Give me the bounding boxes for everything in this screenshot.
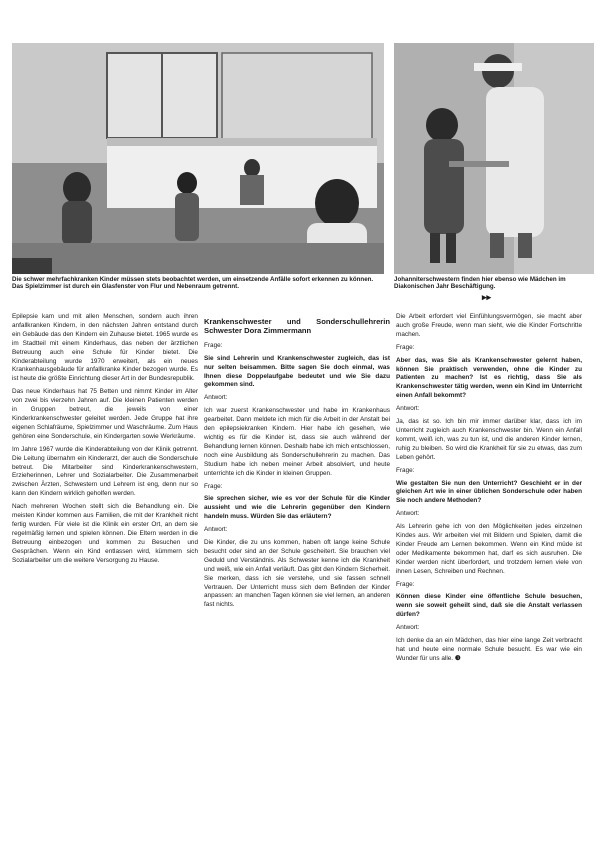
- answer-label: Antwort:: [396, 405, 420, 413]
- interview-answer-text: Ich denke da an ein Mädchen, das hier eine lange Zeit verbracht hat und heute eine normale Schule besucht. Es war wie ein Wunder für uns alle.: [396, 637, 582, 662]
- article-column-1: [12, 313, 198, 853]
- interview-answer: Die Arbeit erfordert viel Einfühlungsvermögen, sie macht aber auch große Freude, wenn man sieht, wie die Kinder Fortschritte machen.: [396, 313, 582, 338]
- photo-caption-right: Johanniterschwestern finden hier ebenso wie Mädchen im Diakonischen Jahr Beschäftigung.: [394, 276, 566, 291]
- article-end-mark-icon: ❸: [454, 654, 461, 662]
- interview-question: Können diese Kinder eine öffentliche Schule besuchen, wenn sie soweit geheilt sind, daß sie die Anstalt verlassen dürfen?: [396, 593, 582, 619]
- photo-children-playroom: [12, 43, 384, 274]
- question-label: Frage:: [396, 466, 415, 474]
- question-label: Frage:: [204, 482, 223, 490]
- interview-question: Aber das, was Sie als Krankenschwester gelernt haben, können Sie praktisch verwenden, ohne die Kinder zu Patienten zu machen? Ist es richtig, dass Sie als Krankenschwester tätig werden, wenn ein Kind im Unterricht einen Anfall bekommt?: [396, 356, 582, 400]
- interview-answer: Ja, das ist so. Ich bin mir immer darüber klar, dass ich im Unterricht zugleich auch Krankenschwester bin. Wenn ein Anfall kommt, weiß ich, was zu tun ist, und die anderen Kinder lernen, ruhig zu bleiben. So wird die Krankheit für sie zu etwas, das zum Leben gehört.: [396, 418, 582, 461]
- interview-answer: Die Kinder, die zu uns kommen, haben oft lange keine Schule besucht oder sind an der Schule gescheitert. Sie brauchen viel Geduld und Verständnis. Als Schwester kenne ich die Krankheit und weiß, wie ein Anfall verläuft. Das gibt den Kindern Sicherheit. Sie merken, dass ich sie verstehe, und sie fassen schnell Vertrauen. Der Unterricht muss sich dem Befinden der Kinder anpassen: an manchen Tagen können sie viel lernen, an anderen fast nichts.: [204, 539, 390, 609]
- answer-label: Antwort:: [396, 510, 420, 518]
- interview-answer: [396, 637, 582, 664]
- question-label: Frage:: [204, 341, 223, 349]
- interview-answer: Als Lehrerin gehe ich von den Möglichkeiten jedes einzelnen Kindes aus. Wir arbeiten viel mit Bildern und Spielen, damit die Kinder Freude am Lernen bekommen. Wenn ein Kind müde ist oder Medikamente bekommen hat, darf es sich ausruhen. Die Kinder werden nicht überfordert, und trotzdem lernen viele von ihnen Lesen, Schreiben und Rechnen.: [396, 523, 582, 575]
- article-column-2: [204, 313, 390, 853]
- interview-question: Wie gestalten Sie nun den Unterricht? Geschieht er in der gleichen Art wie in einer üblichen Sonderschule oder haben Sie noch andere Methoden?: [396, 479, 582, 505]
- interview-question: Sie sprechen sicher, wie es vor der Schule für die Kinder aussieht und wie die Lehrerin gegenüber den Kindern handeln muss. Würden Sie das erläutern?: [204, 495, 390, 521]
- article-column-3: [396, 313, 582, 853]
- interview-heading: Krankenschwester und Sonderschullehrerin Schwester Dora Zimmermann: [204, 317, 390, 336]
- body-paragraph: Epilepsie kam und mit allen Menschen, sondern auch ihren anfallkranken Kindern, in den nächsten Jahren entstand durch ein Gebäude das den Kindern ein Zuhause bietet. 1965 wurde es im Stadtteil mit einem Kinderhaus, das neben der ärztlichen Betreuung auch eine Schule für Kinder bietet. Die Kinderabteilung wurde 1970 erweitert, als ein neues Krankenhausgebäude für anfallkranke Kinder bezogen wurde. Es ist heute die größte Einrichtung dieser Art in der Bundesrepublik.: [12, 313, 198, 383]
- answer-label: Antwort:: [204, 526, 228, 534]
- question-label: Frage:: [396, 580, 415, 588]
- interview-answer: Ich war zuerst Krankenschwester und habe im Krankenhaus gearbeitet. Dann meldete ich mich für die Arbeit in der Anstalt bei den epilepsiekranken Kindern. Hier habe ich gesehen, wie wichtig es für die Kinder ist, dass sie auch während der Behandlung lernen können. Deshalb habe ich mich entschlossen, noch eine Ausbildung als Sonderschullehrerin zu machen. Das Studium habe ich neben meiner Arbeit absolviert, und heute unterrichte ich die Kinder in kleinen Gruppen.: [204, 407, 390, 477]
- continuation-arrow-icon: ▸▸: [482, 292, 492, 302]
- photo-caption-left: Die schwer mehrfachkranken Kinder müssen stets beobachtet werden, um einsetzende Anfälle sofort erkennen zu können. Das Spielzimmer ist durch ein Glasfenster von Flur und Nebenraum getrennt.: [12, 276, 374, 291]
- question-label: Frage:: [396, 343, 415, 351]
- answer-label: Antwort:: [396, 624, 420, 632]
- body-paragraph: Nach mehreren Wochen stellt sich die Behandlung ein. Die meisten Kinder kommen aus Familien, die mit der Krankheit nicht fertig wurden. Für viele ist die Klinik ein erster Ort, an dem sie regelmäßig lernen und spielen können. Die Eltern werden in die Betreuung einbezogen und kommen zu Besuchen und Gesprächen. Wenn ein Kind entlassen wird, kümmern sich Sozialarbeiter um die weitere Versorgung zu Hause.: [12, 503, 198, 564]
- photo-nurse-with-child: [394, 43, 594, 274]
- interview-question: Sie sind Lehrerin und Krankenschwester zugleich, das ist nur selten beisammen. Bitte sagen Sie doch einmal, was Ihnen diese Doppelaufgabe bedeutet und wie Sie dazu gekommen sind.: [204, 354, 390, 389]
- body-paragraph: Das neue Kinderhaus hat 75 Betten und nimmt Kinder im Alter von zwei bis vierzehn Jahren auf. Die kleinen Patienten werden in Gruppen betreut, die jeweils von einer Kinderkrankenschwester geleitet werden. Jede Gruppe hat ihre eigenen Schlafräume, Spielzimmer und Waschräume. Zum Haus gehören eine Sonderschule, ein Kindergarten sowie Werkräume.: [12, 388, 198, 440]
- answer-label: Antwort:: [204, 394, 228, 402]
- body-paragraph: Im Jahre 1967 wurde die Kinderabteilung von der Klinik getrennt. Die Leitung übernahm ein Kinderarzt, der auch die Sonderschule betreut. Die Mitarbeiter sind Kinderkrankenschwestern, Erzieherinnen, Lehrer und Sozialarbeiter. Die Zusammenarbeit zwischen Ärzten, Schwestern und Lehrern ist eng, denn nur so kann den Kindern wirklich geholfen werden.: [12, 445, 198, 498]
